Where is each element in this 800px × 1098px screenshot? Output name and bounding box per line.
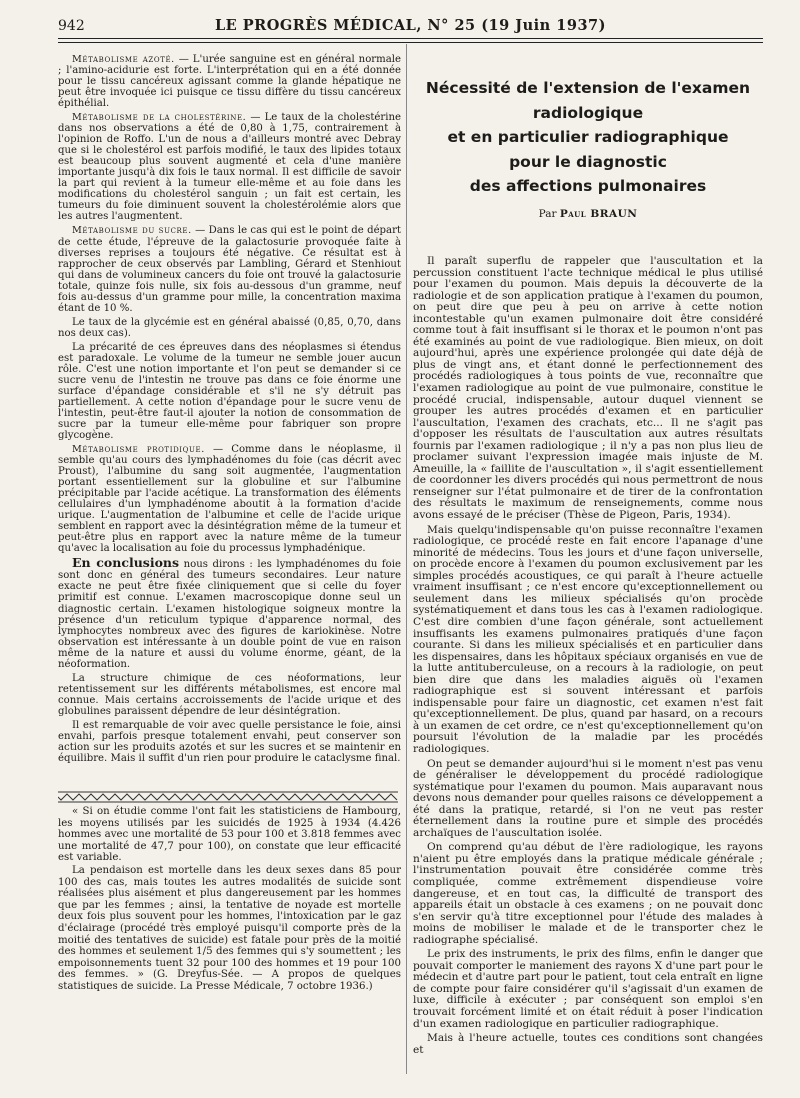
- paragraph-text: — Comme dans le néoplasme, il semble qu'au cours des lymphadénomes du foie (cas décrit avec Proust), l'albumine du sang soit augmentée, l'augmentation portant essentiellement sur la globuline et sur l'albumine précipitable par l'acide acétique. La transformation des éléments cellulaires d'un lymphadénome aboutit à la formation d'acide urique. L'augmentation de l'albumine et celle de l'acide urique semblent en rapport avec la désintégration même de la tumeur et peut-être plus en rapport avec la nature même de la tumeur qu'avec la localisation au foie du processus lymphadénique.: [58, 444, 402, 555]
- left-column: [58, 54, 401, 767]
- byline: [413, 208, 763, 220]
- article-title: [413, 76, 763, 199]
- paragraph: On peut se demander aujourd'hui si le moment n'est pas venu de généraliser le développement du procédé radiologique systématique pour l'examen du poumon. Mais auparavant nous devons nous demander pour quelles raisons ce développement a été dans la pratique, retardé, si l'on ne veut pas rester éternellement dans la routine pure et simple des procédés archaïques de l'auscultation isolée.: [413, 757, 763, 839]
- journal-title: LE PROGRÈS MÉDICAL, N° 25 (19 Juin 1937): [214, 17, 606, 34]
- paragraph: Le taux de la glycémie est en général abaissé (0,85, 0,70, dans nos deux cas).: [58, 316, 401, 339]
- page-header: [58, 12, 763, 38]
- title-line: des affections pulmonaires: [469, 177, 707, 195]
- footnote-paragraph: « Si on étudie comme l'ont fait les statisticiens de Hambourg, les moyens utilisés par les suicidés de 1925 à 1934 (4.426 hommes avec une mortalité de 53 pour 100 et 3.818 femmes avec une mortalité de 47,7 pour 100), on constate que leur efficacité est variable.: [58, 806, 401, 864]
- right-column: [413, 256, 763, 1059]
- paragraph-text: — Le taux de la cholestérine dans nos observations a été de 0,80 à 1,75, contrairement à l'opinion de Roffo. L'un de nous a d'ailleurs montré avec Debray que si le cholestérol est parfois modifié, le taux des lipides totaux est beaucoup plus souvent augmenté et cela d'une manière importante jusqu'à dix fois le taux normal. Il est difficile de savoir la part qui revient à la tumeur elle-même et au foie dans les modifications du cholestérol sanguin ; un fait est certain, les tumeurs du foie diminuent souvent la cholestérolémie alors que les autres l'augmentent.: [58, 112, 401, 223]
- title-line: et en particulier radiographique: [447, 128, 729, 146]
- paragraph: [58, 54, 401, 109]
- paragraph: On comprend qu'au début de l'ère radiologique, les rayons n'aient pu être employés dans la pratique médicale générale ; l'instrumentation pouvait être considérée comme très compliquée, comme extrêmement dispendieuse voire dangereuse, et en tout cas, la difficulté de transport des appareils était un obstacle à ces examens ; on ne pouvait donc s'en servir qu'à titre exceptionnel pour l'étude des malades à moins de mobiliser le malade et de le transporter chez le radiographe spécialisé.: [413, 841, 763, 946]
- paragraph: La précarité de ces épreuves dans des néoplasmes si étendus est paradoxale. Le volume de la tumeur ne semble jouer aucun rôle. C'est une notion importante et l'on peut se demander si ce sucre venu de l'intestin ne trouve pas dans ce foie énorme une surface d'épandage considérable et s'il ne s'y détruit pas partiellement. A cette notion d'épandage pour le sucre venu de l'intestin, peut-être faut-il ajouter la notion de consommation de sucre par la tumeur elle-même pour fabriquer son propre glycogène.: [58, 341, 401, 442]
- byline-prefix: Par: [538, 208, 557, 220]
- header-rule: [58, 38, 763, 39]
- section-head: Métabolisme du sucre.: [72, 225, 192, 237]
- paragraph: La structure chimique de ces néoformations, leur retentissement sur les différents métabolismes, est encore mal connue. Mais certains accroissements de l'acide urique et des globulines paraissent dépendre de leur désintégration.: [58, 672, 401, 717]
- paragraph-text: nous dirons : les lymphadénomes du foie sont donc en général des tumeurs secondaires. Leur nature exacte ne peut être fixée cliniquement que si celle du foyer primitif est connue. L'examen macroscopique donne seul un diagnostic certain. L'examen histologique soigneux montre la présence d'un reticulum typique d'apparence normal, des lymphocytes nombreux avec des figures de kariokinèse. Notre observation est intéressante à un double point de vue en raison même de la nature et aussi du volume énorme, géant, de la néoformation.: [58, 559, 402, 670]
- column-separator: [406, 44, 407, 1074]
- section-head: Métabolisme azoté.: [72, 54, 175, 65]
- footnote-paragraph: La pendaison est mortelle dans les deux sexes dans 85 pour 100 des cas, mais toutes les autres modalités de suicide sont réalisées plus aisément et plus dangereusement par les hommes que par les femmes ; ainsi, la tentative de noyade est mortelle deux fois plus souvent pour les hommes, l'intoxication par le gaz d'éclairage (procédé très employé puisqu'il comporte près de la moitié des tentatives de suicide) est fatale pour près de la moitié des hommes et seulement 1/5 des femmes qui s'y soumettent ; les empoisonnements tuent 32 pour 100 des hommes et 19 pour 100 des femmes. » (G. Dreyfus-Sée. — A propos de quelques statistiques de suicide. La Presse Médicale, 7 octobre 1936.): [58, 864, 401, 992]
- header-rule-thin: [58, 42, 763, 43]
- section-head: Métabolisme protidique.: [72, 444, 205, 456]
- paragraph: Il est remarquable de voir avec quelle persistance le foie, ainsi envahi, parfois presque totalement envahi, peut conserver son action sur les produits azotés et sur les sucres et se maintenir en équilibre. Mais il suffit d'un rien pour produire le cataclysme final.: [58, 719, 401, 764]
- paragraph: Le prix des instruments, le prix des films, enfin le danger que pouvait comporter le maniement des rayons X d'une part pour le médecin et d'autre part pour le patient, tout cela entraît en ligne de compte pour faire considérer qu'il s'agissait d'un examen de luxe, difficile à exécuter ; par conséquent son emploi s'en trouvait forcément limité et on était réduit à poser l'indication d'un examen radiologique en particulier radiographique.: [413, 948, 763, 1030]
- paragraph: [58, 444, 401, 554]
- footnote: [58, 806, 401, 994]
- paragraph: Mais à l'heure actuelle, toutes ces conditions sont changées et: [413, 1032, 763, 1056]
- section-head: En conclusions: [72, 555, 180, 571]
- section-head: Métabolisme de la cholestérine.: [72, 112, 247, 124]
- ornamental-separator: [58, 790, 398, 804]
- author-name: Paul BRAUN: [559, 208, 638, 220]
- paragraph: [58, 557, 401, 669]
- title-line: Nécessité de l'extension de l'examen: [425, 79, 751, 97]
- paragraph-text: — L'urée sanguine est en général normale ; l'amino-acidurie est forte. L'interprétation qui en a été donnée pour le tissu cancéreux agissant comme la glande hépatique ne peut être invoquée ici puisque ce tissu diffère du tissu cancéreux épithélial.: [58, 54, 401, 110]
- paragraph: Il paraît superflu de rappeler que l'auscultation et la percussion constituent l'acte technique médical le plus utilisé pour l'examen du poumon. Mais depuis la découverte de la radiologie et de son application pratique à l'examen du poumon, on peut dire que peu à peu on arrive à cette notion incontestable qu'un examen pulmonaire doit être considéré comme tout à fait insuffisant si le thorax et le poumon n'ont pas été examinés au point de vue radiologique. Bien mieux, on doit aujourd'hui, après une expérience prolongée qui date déjà de plus de vingt ans, et étant donné le perfectionnement des procédés radiologiques à tous points de vue, reconnaître que l'examen radiologique au point de vue pulmonaire, constitue le procédé crucial, indispensable, autour duquel viennent se grouper les autres procédés d'examen et en particulier l'auscultation, l'examen des crachats, etc... Il ne s'agit pas d'opposer les résultats de l'auscultation aux autres résultats fournis par l'examen radiologique ; il n'y a pas non plus lieu de proclamer suivant l'expression imagée mais injuste de M. Ameuille, la « faillite de l'auscultation », il s'agit essentiellement de coordonner les divers procédés qui nous permettront de nous renseigner sur l'état pulmonaire et de tirer de la confrontation des résultats le maximum de renseignements, comme nous avons essayé de le préciser (Thèse de Pigeon, Paris, 1934).: [413, 255, 763, 522]
- page-number: 942: [58, 18, 85, 34]
- paragraph-text: — Dans le cas qui est le point de départ de cette étude, l'épreuve de la galactosurie provoquée faite à diverses reprises a toujours été négative. Ce résultat est à rapprocher de ceux observés par Lambling, Gérard et Stenhiout qui dans de volumineux cancers du foie ont trouvé la galactosurie totale, quinze fois nulle, six fois au-dessous d'un gramme, neuf fois au-dessus d'un gramme pour mille, la concentration maxima étant de 10 %.: [58, 225, 401, 314]
- title-line: radiologique: [532, 103, 644, 122]
- paragraph: Mais quelqu'indispensable qu'on puisse reconnaître l'examen radiologique, ce procédé reste en fait encore l'apanage d'une minorité de médecins. Tous les jours et d'une façon universelle, on procède encore à l'examen du poumon exclusivement par les simples procédés acoustiques, ce qui paraît à l'heure actuelle vraiment insuffisant ; ce n'est encore qu'exceptionnellement ou seulement dans les milieux spécialisés qu'on procède systématiquement et dans tous les cas à l'examen radiologique. C'est dire combien d'une façon générale, sont actuellement insuffisants les examens pulmonaires pratiqués d'une façon courante. Si dans les milieux spécialisés et en particulier dans les dispensaires, dans les hôpitaux spéciaux organisés en vue de la lutte antituberculeuse, on a recours à la radiologie, on peut bien dire que dans les maladies aiguës où l'examen radiographique est si souvent intéressant et parfois indispensable pour faire un diagnostic, cet examen n'est fait qu'exceptionnellement. De plus, quand par hasard, on a recours à un examen de cet ordre, ce n'est qu'exceptionnellement qu'on poursuit l'évolution de la maladie par les procédés radiologiques.: [413, 523, 763, 755]
- paragraph: [58, 225, 401, 313]
- paragraph: [58, 112, 401, 222]
- title-line: pour le diagnostic: [509, 152, 667, 171]
